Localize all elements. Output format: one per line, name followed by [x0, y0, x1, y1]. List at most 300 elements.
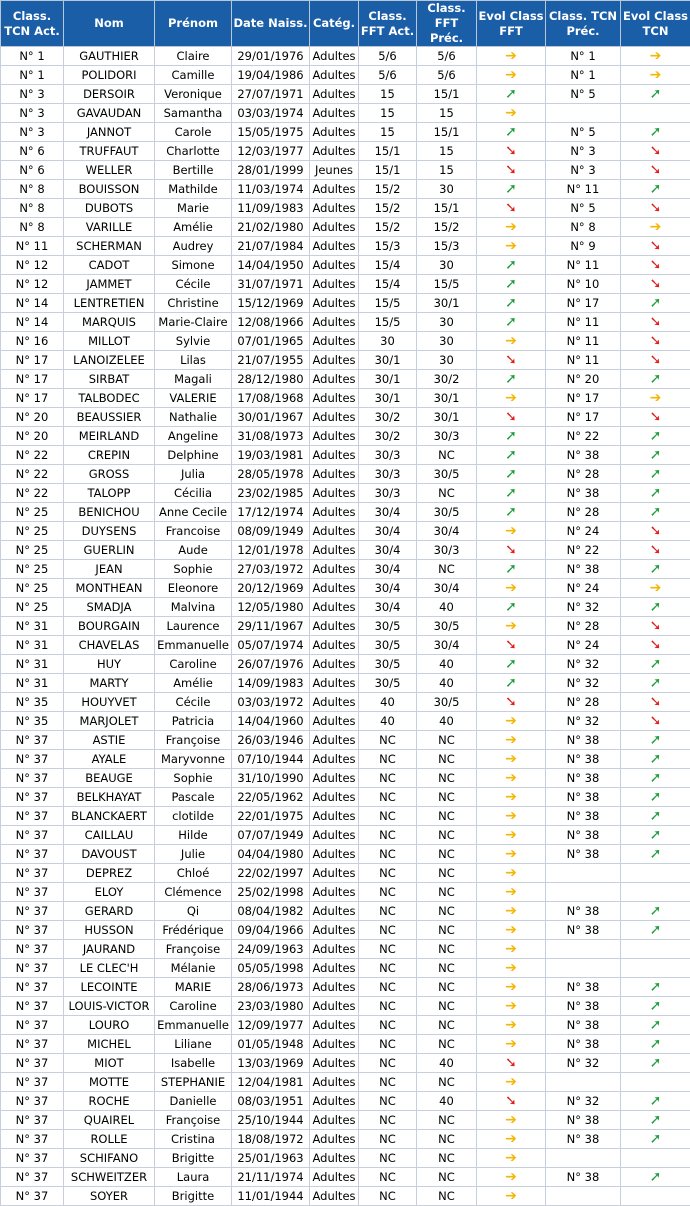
cell-tcn-prec: N° 32	[546, 712, 621, 731]
arrow-down-icon: ➘	[650, 277, 662, 291]
cell-categ: Adultes	[310, 237, 359, 256]
cell-date: 23/02/1985	[232, 484, 310, 503]
cell-evol-fft	[477, 978, 546, 997]
table-row	[1, 617, 690, 636]
table-row	[1, 1054, 690, 1073]
cell-tcn-act: N° 37	[1, 978, 64, 997]
cell-evol-tcn	[621, 85, 690, 104]
cell-nom: BLANCKAERT	[64, 807, 155, 826]
arrow-up-icon: ➚	[650, 505, 662, 519]
cell-evol-tcn	[621, 788, 690, 807]
cell-tcn-prec: N° 38	[546, 1016, 621, 1035]
cell-tcn-prec: N° 38	[546, 1130, 621, 1149]
cell-prenom: Frédérique	[155, 921, 232, 940]
cell-prenom: Pascale	[155, 788, 232, 807]
cell-tcn-act: N° 20	[1, 408, 64, 427]
table-row	[1, 275, 690, 294]
cell-evol-fft	[477, 1073, 546, 1092]
cell-fft-prec: 30/1	[417, 294, 477, 313]
cell-categ: Adultes	[310, 883, 359, 902]
cell-tcn-act: N° 6	[1, 142, 64, 161]
cell-fft-prec: 15/3	[417, 237, 477, 256]
cell-tcn-act: N° 37	[1, 864, 64, 883]
cell-fft-prec: NC	[417, 1073, 477, 1092]
cell-fft-prec: 40	[417, 655, 477, 674]
cell-categ: Adultes	[310, 85, 359, 104]
cell-fft-prec: 30/3	[417, 427, 477, 446]
cell-fft-act: NC	[359, 940, 417, 959]
cell-evol-tcn	[621, 921, 690, 940]
cell-date: 28/05/1978	[232, 465, 310, 484]
cell-evol-fft	[477, 332, 546, 351]
cell-fft-prec: 30/3	[417, 541, 477, 560]
cell-categ: Adultes	[310, 294, 359, 313]
cell-nom: MARQUIS	[64, 313, 155, 332]
cell-nom: LECOINTE	[64, 978, 155, 997]
cell-tcn-act: N° 37	[1, 769, 64, 788]
cell-date: 25/01/1963	[232, 1149, 310, 1168]
cell-fft-prec: 30	[417, 313, 477, 332]
table-row	[1, 731, 690, 750]
cell-fft-prec: NC	[417, 1130, 477, 1149]
cell-nom: HOUYVET	[64, 693, 155, 712]
cell-prenom: Magali	[155, 370, 232, 389]
arrow-stable-icon: ➔	[505, 1018, 517, 1032]
cell-nom: DAVOUST	[64, 845, 155, 864]
header-categ: Catég.	[310, 1, 359, 47]
cell-fft-act: NC	[359, 826, 417, 845]
cell-fft-act: 15/1	[359, 142, 417, 161]
cell-fft-prec: 30/2	[417, 370, 477, 389]
arrow-up-icon: ➚	[650, 429, 662, 443]
cell-prenom: Mathilde	[155, 180, 232, 199]
cell-categ: Adultes	[310, 522, 359, 541]
cell-categ: Adultes	[310, 1111, 359, 1130]
cell-evol-tcn	[621, 104, 690, 123]
cell-date: 15/05/1975	[232, 123, 310, 142]
cell-date: 17/12/1974	[232, 503, 310, 522]
cell-fft-act: 30/5	[359, 617, 417, 636]
arrow-stable-icon: ➔	[505, 847, 517, 861]
cell-evol-fft	[477, 503, 546, 522]
cell-tcn-prec: N° 17	[546, 294, 621, 313]
cell-nom: DERSOIR	[64, 85, 155, 104]
cell-tcn-act: N° 17	[1, 389, 64, 408]
cell-fft-act: 15/2	[359, 218, 417, 237]
cell-fft-prec: 15/2	[417, 218, 477, 237]
cell-nom: GAUTHIER	[64, 47, 155, 66]
cell-fft-act: NC	[359, 1054, 417, 1073]
cell-evol-fft	[477, 674, 546, 693]
arrow-up-icon: ➚	[505, 296, 517, 310]
cell-prenom: clotilde	[155, 807, 232, 826]
cell-tcn-prec: N° 38	[546, 807, 621, 826]
table-row	[1, 104, 690, 123]
arrow-stable-icon: ➔	[505, 828, 517, 842]
table-row	[1, 66, 690, 85]
table-row	[1, 313, 690, 332]
arrow-stable-icon: ➔	[650, 581, 662, 595]
cell-tcn-prec: N° 24	[546, 522, 621, 541]
cell-fft-act: NC	[359, 1130, 417, 1149]
cell-categ: Adultes	[310, 940, 359, 959]
cell-nom: ROCHE	[64, 1092, 155, 1111]
cell-fft-act: NC	[359, 731, 417, 750]
cell-date: 21/11/1974	[232, 1168, 310, 1187]
arrow-up-icon: ➚	[650, 1170, 662, 1184]
cell-prenom: Hilde	[155, 826, 232, 845]
cell-prenom: Julie	[155, 845, 232, 864]
cell-fft-act: 30/3	[359, 465, 417, 484]
cell-categ: Adultes	[310, 541, 359, 560]
cell-categ: Adultes	[310, 788, 359, 807]
cell-fft-prec: 30	[417, 332, 477, 351]
cell-fft-act: 15/5	[359, 294, 417, 313]
arrow-down-icon: ➘	[505, 1056, 517, 1070]
arrow-stable-icon: ➔	[505, 904, 517, 918]
cell-tcn-prec	[546, 1073, 621, 1092]
cell-evol-tcn	[621, 199, 690, 218]
cell-categ: Adultes	[310, 769, 359, 788]
cell-fft-prec: 30	[417, 256, 477, 275]
cell-nom: MILLOT	[64, 332, 155, 351]
cell-categ: Adultes	[310, 370, 359, 389]
cell-categ: Adultes	[310, 1016, 359, 1035]
cell-prenom: Nathalie	[155, 408, 232, 427]
cell-fft-act: 15	[359, 85, 417, 104]
cell-fft-prec: NC	[417, 921, 477, 940]
cell-evol-fft	[477, 142, 546, 161]
cell-fft-act: 30/4	[359, 560, 417, 579]
cell-fft-prec: NC	[417, 807, 477, 826]
cell-evol-fft	[477, 1016, 546, 1035]
cell-fft-act: 30/4	[359, 522, 417, 541]
cell-prenom: Sophie	[155, 769, 232, 788]
cell-nom: BEAUSSIER	[64, 408, 155, 427]
cell-evol-tcn	[621, 693, 690, 712]
cell-date: 24/09/1963	[232, 940, 310, 959]
cell-tcn-prec: N° 38	[546, 997, 621, 1016]
cell-evol-fft	[477, 294, 546, 313]
cell-evol-fft	[477, 617, 546, 636]
table-row	[1, 522, 690, 541]
cell-tcn-act: N° 35	[1, 712, 64, 731]
cell-evol-fft	[477, 427, 546, 446]
cell-nom: LOURO	[64, 1016, 155, 1035]
cell-nom: TALBODEC	[64, 389, 155, 408]
cell-categ: Adultes	[310, 655, 359, 674]
cell-categ: Adultes	[310, 199, 359, 218]
cell-fft-act: 30/4	[359, 579, 417, 598]
cell-prenom: Angeline	[155, 427, 232, 446]
table-row	[1, 1149, 690, 1168]
table-row	[1, 237, 690, 256]
cell-evol-tcn	[621, 864, 690, 883]
cell-tcn-prec: N° 11	[546, 256, 621, 275]
cell-evol-tcn	[621, 940, 690, 959]
cell-date: 09/04/1966	[232, 921, 310, 940]
cell-date: 11/09/1983	[232, 199, 310, 218]
table-row	[1, 560, 690, 579]
cell-tcn-prec	[546, 940, 621, 959]
cell-prenom: Julia	[155, 465, 232, 484]
cell-date: 26/07/1976	[232, 655, 310, 674]
cell-date: 05/05/1998	[232, 959, 310, 978]
cell-prenom: Lilas	[155, 351, 232, 370]
cell-evol-fft	[477, 997, 546, 1016]
cell-categ: Adultes	[310, 1035, 359, 1054]
arrow-down-icon: ➘	[650, 353, 662, 367]
arrow-up-icon: ➚	[650, 1037, 662, 1051]
cell-categ: Adultes	[310, 503, 359, 522]
arrow-stable-icon: ➔	[505, 391, 517, 405]
cell-evol-fft	[477, 712, 546, 731]
cell-fft-act: NC	[359, 921, 417, 940]
cell-fft-prec: NC	[417, 750, 477, 769]
table-row	[1, 1168, 690, 1187]
arrow-down-icon: ➘	[650, 144, 662, 158]
arrow-up-icon: ➚	[650, 1094, 662, 1108]
cell-tcn-act: N° 37	[1, 826, 64, 845]
cell-evol-tcn	[621, 180, 690, 199]
cell-nom: MARTY	[64, 674, 155, 693]
cell-nom: SIRBAT	[64, 370, 155, 389]
cell-evol-fft	[477, 218, 546, 237]
cell-fft-act: 15	[359, 104, 417, 123]
cell-fft-act: 40	[359, 712, 417, 731]
cell-fft-act: 30/3	[359, 484, 417, 503]
cell-prenom: Cristina	[155, 1130, 232, 1149]
cell-fft-prec: NC	[417, 560, 477, 579]
cell-tcn-act: N° 31	[1, 617, 64, 636]
cell-tcn-act: N° 35	[1, 693, 64, 712]
cell-tcn-prec: N° 5	[546, 85, 621, 104]
table-row	[1, 959, 690, 978]
cell-tcn-prec: N° 38	[546, 845, 621, 864]
cell-fft-prec: NC	[417, 484, 477, 503]
cell-prenom: Danielle	[155, 1092, 232, 1111]
cell-fft-act: 15/2	[359, 180, 417, 199]
cell-nom: BEAUGE	[64, 769, 155, 788]
arrow-up-icon: ➚	[505, 258, 517, 272]
cell-tcn-prec: N° 1	[546, 66, 621, 85]
cell-evol-fft	[477, 826, 546, 845]
cell-fft-act: NC	[359, 978, 417, 997]
cell-prenom: Aude	[155, 541, 232, 560]
cell-evol-fft	[477, 446, 546, 465]
cell-prenom: Claire	[155, 47, 232, 66]
table-row	[1, 199, 690, 218]
cell-tcn-prec: N° 28	[546, 617, 621, 636]
cell-date: 21/07/1955	[232, 351, 310, 370]
arrow-stable-icon: ➔	[505, 1132, 517, 1146]
header-row	[1, 1, 690, 47]
cell-date: 12/08/1966	[232, 313, 310, 332]
cell-fft-act: 15/4	[359, 256, 417, 275]
arrow-down-icon: ➘	[505, 410, 517, 424]
cell-fft-prec: 30	[417, 180, 477, 199]
cell-fft-act: 15/4	[359, 275, 417, 294]
table-row	[1, 655, 690, 674]
cell-date: 15/12/1969	[232, 294, 310, 313]
arrow-stable-icon: ➔	[505, 714, 517, 728]
cell-tcn-prec: N° 3	[546, 142, 621, 161]
cell-prenom: Cécile	[155, 275, 232, 294]
cell-categ: Adultes	[310, 997, 359, 1016]
cell-fft-prec: NC	[417, 788, 477, 807]
table-row	[1, 579, 690, 598]
cell-tcn-prec: N° 22	[546, 427, 621, 446]
cell-prenom: Veronique	[155, 85, 232, 104]
cell-evol-fft	[477, 1111, 546, 1130]
cell-evol-tcn	[621, 731, 690, 750]
cell-evol-tcn	[621, 1035, 690, 1054]
cell-evol-tcn	[621, 598, 690, 617]
cell-fft-prec: 40	[417, 712, 477, 731]
cell-evol-tcn	[621, 883, 690, 902]
table-row	[1, 902, 690, 921]
cell-prenom: Bertille	[155, 161, 232, 180]
cell-prenom: Françoise	[155, 1111, 232, 1130]
cell-evol-tcn	[621, 1168, 690, 1187]
table-row	[1, 408, 690, 427]
cell-tcn-act: N° 37	[1, 788, 64, 807]
cell-prenom: Emmanuelle	[155, 1016, 232, 1035]
cell-nom: LENTRETIEN	[64, 294, 155, 313]
arrow-up-icon: ➚	[505, 87, 517, 101]
cell-fft-act: 30/5	[359, 655, 417, 674]
cell-date: 28/06/1973	[232, 978, 310, 997]
cell-fft-prec: NC	[417, 1187, 477, 1206]
cell-tcn-prec: N° 38	[546, 769, 621, 788]
cell-fft-prec: 40	[417, 1092, 477, 1111]
cell-tcn-prec	[546, 1187, 621, 1206]
cell-evol-fft	[477, 636, 546, 655]
arrow-stable-icon: ➔	[505, 885, 517, 899]
cell-nom: TALOPP	[64, 484, 155, 503]
cell-evol-tcn	[621, 503, 690, 522]
cell-date: 12/05/1980	[232, 598, 310, 617]
arrow-stable-icon: ➔	[505, 809, 517, 823]
cell-categ: Adultes	[310, 332, 359, 351]
cell-categ: Adultes	[310, 807, 359, 826]
cell-fft-prec: 15/5	[417, 275, 477, 294]
cell-categ: Adultes	[310, 731, 359, 750]
arrow-up-icon: ➚	[505, 315, 517, 329]
cell-tcn-prec: N° 17	[546, 389, 621, 408]
cell-evol-fft	[477, 769, 546, 788]
cell-nom: CHAVELAS	[64, 636, 155, 655]
cell-fft-act: 30	[359, 332, 417, 351]
cell-fft-prec: 5/6	[417, 66, 477, 85]
cell-tcn-act: N° 12	[1, 256, 64, 275]
cell-date: 07/01/1965	[232, 332, 310, 351]
cell-fft-act: NC	[359, 1168, 417, 1187]
cell-date: 03/03/1972	[232, 693, 310, 712]
cell-prenom: Amélie	[155, 218, 232, 237]
cell-prenom: Maryvonne	[155, 750, 232, 769]
arrow-stable-icon: ➔	[505, 999, 517, 1013]
cell-date: 22/02/1997	[232, 864, 310, 883]
cell-categ: Adultes	[310, 389, 359, 408]
cell-fft-act: 30/3	[359, 446, 417, 465]
cell-date: 22/01/1975	[232, 807, 310, 826]
cell-evol-fft	[477, 104, 546, 123]
cell-evol-fft	[477, 541, 546, 560]
arrow-up-icon: ➚	[505, 277, 517, 291]
cell-prenom: STEPHANIE	[155, 1073, 232, 1092]
cell-evol-tcn	[621, 522, 690, 541]
cell-evol-fft	[477, 66, 546, 85]
cell-fft-act: 15/3	[359, 237, 417, 256]
cell-tcn-act: N° 31	[1, 674, 64, 693]
cell-evol-tcn	[621, 1054, 690, 1073]
cell-categ: Adultes	[310, 275, 359, 294]
cell-prenom: Brigitte	[155, 1149, 232, 1168]
cell-nom: DUBOTS	[64, 199, 155, 218]
table-row	[1, 47, 690, 66]
cell-evol-fft	[477, 47, 546, 66]
cell-tcn-prec: N° 8	[546, 218, 621, 237]
arrow-stable-icon: ➔	[650, 220, 662, 234]
cell-fft-prec: NC	[417, 826, 477, 845]
header-date: Date Naiss.	[232, 1, 310, 47]
arrow-stable-icon: ➔	[505, 790, 517, 804]
arrow-up-icon: ➚	[650, 733, 662, 747]
cell-prenom: VALERIE	[155, 389, 232, 408]
arrow-up-icon: ➚	[650, 752, 662, 766]
cell-prenom: MARIE	[155, 978, 232, 997]
cell-nom: BENICHOU	[64, 503, 155, 522]
cell-evol-tcn	[621, 978, 690, 997]
cell-date: 08/09/1949	[232, 522, 310, 541]
cell-prenom: Carole	[155, 123, 232, 142]
cell-fft-prec: NC	[417, 769, 477, 788]
arrow-down-icon: ➘	[505, 144, 517, 158]
cell-categ: Adultes	[310, 826, 359, 845]
cell-evol-tcn	[621, 997, 690, 1016]
cell-categ: Adultes	[310, 579, 359, 598]
cell-fft-act: 30/2	[359, 427, 417, 446]
table-row	[1, 1092, 690, 1111]
table-row	[1, 769, 690, 788]
cell-categ: Adultes	[310, 1073, 359, 1092]
cell-nom: MICHEL	[64, 1035, 155, 1054]
arrow-up-icon: ➚	[650, 809, 662, 823]
cell-tcn-prec: N° 32	[546, 655, 621, 674]
cell-tcn-act: N° 1	[1, 66, 64, 85]
arrow-up-icon: ➚	[650, 1056, 662, 1070]
cell-tcn-prec: N° 32	[546, 1092, 621, 1111]
cell-tcn-prec: N° 11	[546, 180, 621, 199]
cell-prenom: Charlotte	[155, 142, 232, 161]
cell-fft-act: NC	[359, 883, 417, 902]
arrow-down-icon: ➘	[505, 543, 517, 557]
arrow-stable-icon: ➔	[505, 1037, 517, 1051]
cell-tcn-prec: N° 11	[546, 332, 621, 351]
cell-prenom: Audrey	[155, 237, 232, 256]
cell-fft-act: NC	[359, 997, 417, 1016]
cell-fft-act: NC	[359, 769, 417, 788]
cell-tcn-act: N° 37	[1, 807, 64, 826]
arrow-up-icon: ➚	[650, 980, 662, 994]
cell-evol-tcn	[621, 560, 690, 579]
cell-evol-fft	[477, 85, 546, 104]
cell-fft-act: 40	[359, 693, 417, 712]
cell-evol-fft	[477, 1149, 546, 1168]
cell-tcn-act: N° 20	[1, 427, 64, 446]
header-prenom: Prénom	[155, 1, 232, 47]
